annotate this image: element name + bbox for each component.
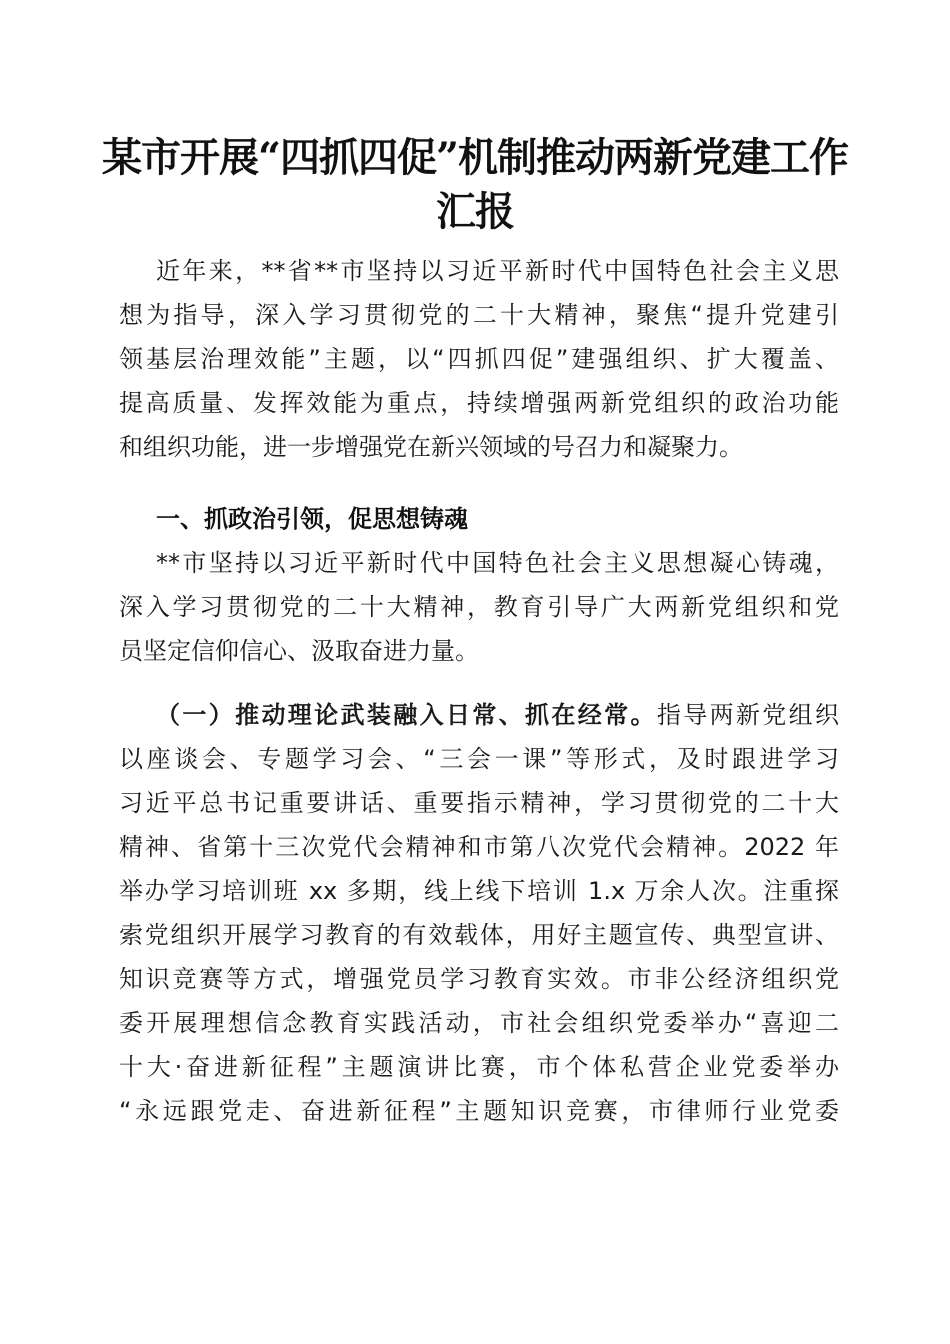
title-line-2: 汇报 <box>436 188 514 235</box>
intro-line: 领基层治理效能”主题，以“四抓四促”建强组织、扩大覆盖、 <box>119 345 839 373</box>
subsection-line: 委开展理想信念教育实践活动，市社会组织党委举办“喜迎二 <box>119 1009 839 1037</box>
subsection-line: “永远跟党走、奋进新征程”主题知识竞赛，市律师行业党委 <box>119 1097 839 1125</box>
intro-line: 提高质量、发挥效能为重点，持续增强两新党组织的政治功能 <box>119 389 839 417</box>
intro-line: 近年来，**省**市坚持以习近平新时代中国特色社会主义思 <box>156 257 839 285</box>
intro-line: 想为指导，深入学习贯彻党的二十大精神，聚焦“提升党建引 <box>119 301 839 329</box>
subsection-line: 知识竞赛等方式，增强党员学习教育实效。市非公经济组织党 <box>119 965 839 993</box>
section-line: 深入学习贯彻党的二十大精神，教育引导广大两新党组织和党 <box>119 593 839 621</box>
section-line: 员坚定信仰信心、汲取奋进力量。 <box>119 637 479 665</box>
subsection-line: 索党组织开展学习教育的有效载体，用好主题宣传、典型宣讲、 <box>119 921 839 949</box>
subsection-first-line <box>156 700 839 730</box>
subsection-line: 举办学习培训班 xx 多期，线上线下培训 1.x 万余人次。注重探 <box>119 877 839 905</box>
title-line-1: 某市开展“四抓四促”机制推动两新党建工作 <box>101 134 848 181</box>
subsection-line: 以座谈会、专题学习会、“三会一课”等形式，及时跟进学习 <box>119 745 839 773</box>
section-line: **市坚持以习近平新时代中国特色社会主义思想凝心铸魂， <box>156 549 839 577</box>
intro-line: 和组织功能，进一步增强党在新兴领域的号召力和凝聚力。 <box>119 433 743 461</box>
subsection-line: 精神、省第十三次党代会精神和市第八次党代会精神。2022 年 <box>119 833 839 861</box>
subsection-lead: （一）推动理论武装融入日常、抓在经常。 <box>156 701 657 729</box>
subsection-line: 习近平总书记重要讲话、重要指示精神，学习贯彻党的二十大 <box>119 789 839 817</box>
section-heading: 一、抓政治引领，促思想铸魂 <box>156 505 468 533</box>
subsection-line: 十大·奋进新征程”主题演讲比赛，市个体私营企业党委举办 <box>119 1053 839 1081</box>
subsection-first-line-rest: 指导两新党组织 <box>656 701 840 729</box>
